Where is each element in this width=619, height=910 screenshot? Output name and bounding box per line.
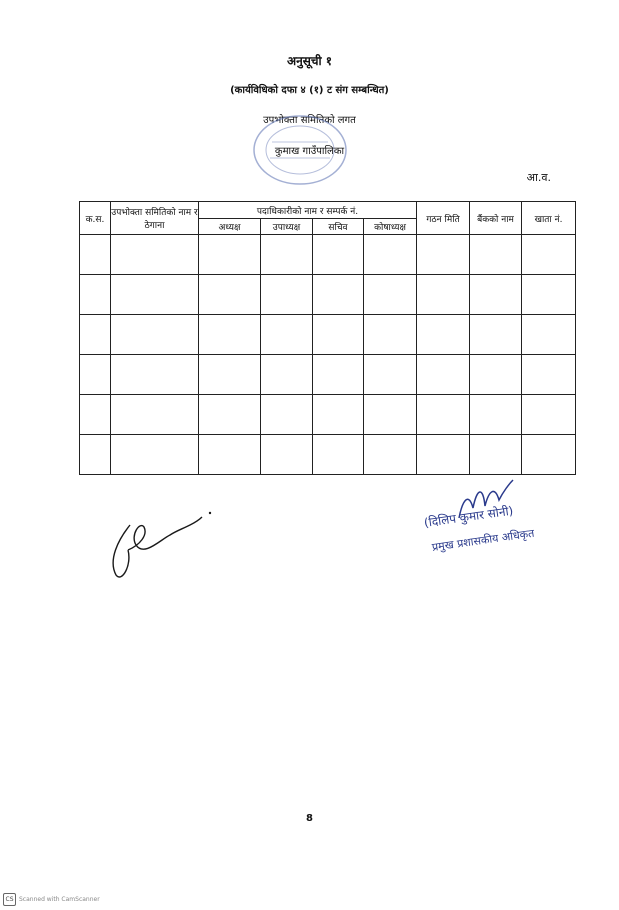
header-account-number: खाता नं.: [522, 202, 576, 235]
header-committee-name-address: उपभोक्ता समितिको नाम र ठेगाना: [111, 202, 199, 235]
scanner-watermark: [3, 893, 100, 906]
table-row: [80, 235, 576, 275]
header-formation-date: गठन मिति: [417, 202, 470, 235]
table-row: [80, 315, 576, 355]
camscanner-logo-icon: CS: [3, 893, 16, 906]
table-row: [80, 355, 576, 395]
header-secretary: सचिव: [313, 219, 364, 235]
handwritten-signature-left: [100, 495, 220, 590]
header-chair: अध्यक्ष: [199, 219, 261, 235]
office-stamp-icon: [250, 112, 350, 188]
annex-title: अनुसूची १: [286, 54, 333, 68]
table-row: [80, 395, 576, 435]
page-number: 8: [306, 813, 313, 824]
list-title: उपभोक्ता समितिको लगत: [263, 115, 356, 126]
header-bank-name: बैंकको नाम: [470, 202, 522, 235]
committee-register-table: [79, 201, 576, 475]
official-name: (दिलिप कुमार सोनी): [423, 503, 515, 530]
header-officials: पदाधिकारीको नाम र सम्पर्क नं.: [199, 202, 417, 219]
annex-subtitle: (कार्यविधिको दफा ४ (१) ट संग सम्बन्धित): [230, 85, 389, 96]
header-vice-chair: उपाध्यक्ष: [261, 219, 313, 235]
scanner-text: Scanned with CamScanner: [19, 896, 100, 903]
official-title: प्रमुख प्रशासकीय अधिकृत: [431, 526, 536, 554]
fiscal-year-label: आ.व.: [526, 171, 551, 184]
table-row: [80, 435, 576, 475]
header-serial: क.स.: [80, 202, 111, 235]
table-row: [80, 275, 576, 315]
header-treasurer: कोषाध्यक्ष: [364, 219, 417, 235]
municipality-name: कुमाख गाउँपालिका: [274, 146, 345, 157]
